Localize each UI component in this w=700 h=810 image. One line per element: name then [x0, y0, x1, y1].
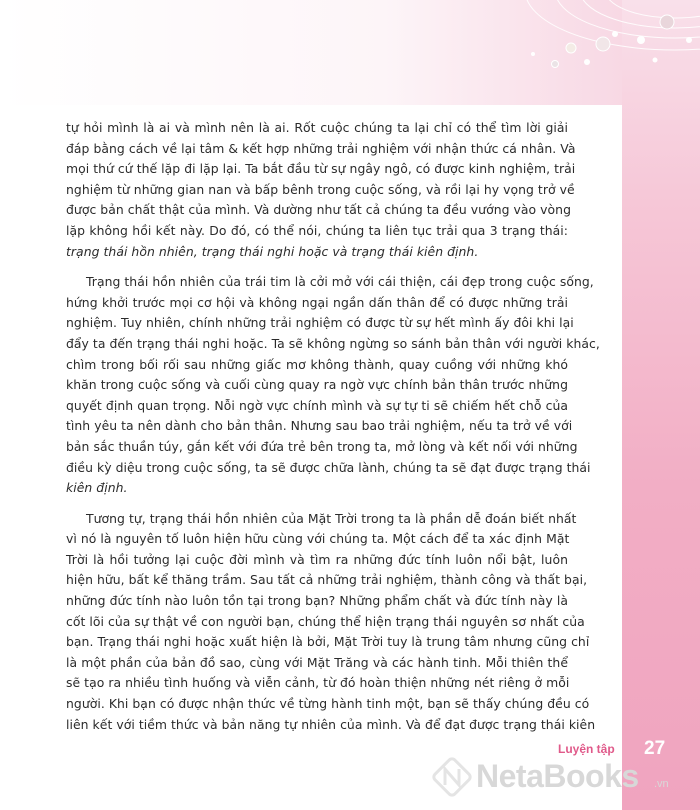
text-line: bạn. Trạng thái nghi hoặc xuất hiện là bởi, Mặt Trời tuy là trung tâm nhưng cũng chỉ [66, 634, 590, 650]
text-line: Trời là hồi tưởng lại cuộc đời mình và tìm ra những đức tính luôn nổi bật, luôn [66, 551, 568, 567]
text-line: điều kỳ diệu trong cuộc sống, ta sẽ được chữa lành, chúng ta sẽ đạt được trạng thái [66, 459, 591, 475]
text-line: đáp bằng cách về lại tâm & kết hợp những trải nghiệm với nhận thức cá nhân. Và [66, 140, 576, 156]
text-line: lặp không hồi kết này. Do đó, có thể nói, chúng ta liên tục trải qua 3 trạng thái: [66, 222, 568, 238]
text-line: hiện hữu, bất kể thăng trầm. Sau tất cả những trải nghiệm, thành công và thất bại, [66, 572, 588, 588]
text-line: bản sắc thuần túy, gắn kết với đứa trẻ bên trong ta, mở lòng và kết nối với những [66, 438, 578, 454]
text-line: hứng khởi trước mọi cơ hội và không ngại ngần dấn thân để có được những trải [66, 294, 568, 310]
text-line: tự hỏi mình là ai và mình nên là ai. Rốt cuộc chúng ta lại chỉ có thể tìm lời giải [66, 120, 568, 135]
text-line: được bản chất thật của mình. Và dường như tất cả chúng ta đều vướng vào vòng [66, 202, 571, 218]
text-line: liên kết với tiềm thức và bản năng tự nhiên của mình. Và để đạt được trạng thái kiên [66, 716, 596, 732]
watermark-brand: NetaBooks [476, 758, 639, 794]
watermark-suffix: .vn [654, 778, 669, 790]
text-line: sẽ tạo ra nhiều tình huống và viễn cảnh, từ đó hoàn thiện những nét riêng ở mỗi [66, 675, 570, 691]
text-line: nghiệm. Tuy nhiên, chính những trải nghiệm có được từ sự hết mình ấy đôi khi lại [66, 315, 574, 331]
text-line: Trạng thái hồn nhiên của trái tim là cởi mở với cái thiện, cái đẹp trong cuộc sống, [86, 274, 594, 290]
text-line: khăn trong cuộc sống và cuối cùng quay ra ngờ vực chính bản thân trước những [66, 377, 568, 393]
paragraph-3 [66, 509, 596, 736]
text-line: người. Khi bạn có được nhận thức về từng hành tinh một, bạn sẽ thấy chúng đều có [66, 696, 590, 712]
text-line: quyết định quan trọng. Nỗi ngờ vực chính mình và sự tự ti sẽ chiếm hết chỗ của [66, 397, 568, 413]
page-number: 27 [644, 738, 666, 759]
text-line: vì nó là nguyên tố luôn hiện hữu cùng với chúng ta. Một cách để ta xác định Mặt [66, 531, 570, 547]
text-line: là một phần của bản đồ sao, cùng với Mặt Trăng và các hành tinh. Mỗi thiên thể [66, 654, 568, 670]
text-line: đẩy ta đến trạng thái nghi hoặc. Ta sẽ không ngừng so sánh bản thân với người khác, [66, 335, 600, 351]
text-line: chìm trong bối rối sau những giấc mơ không thành, quay cuồng với những khó [66, 356, 568, 372]
text-line: trạng thái hồn nhiên, trạng thái nghi hoặc và trạng thái kiên định. [66, 243, 479, 259]
paragraph-1 [66, 118, 576, 262]
text-line: cốt lõi của sự thật về con người bạn, chúng thể hiện trạng thái nguyên sơ nhất của [66, 613, 585, 629]
text-line: kiên định. [66, 480, 128, 496]
section-label: Luyện tập [558, 742, 615, 756]
body-text [66, 118, 600, 745]
pink-side-strip [622, 0, 700, 810]
text-line: nghiệm từ những gian nan và bấp bênh trong cuộc sống, và rồi lại hy vọng trở về [66, 181, 575, 197]
text-line: mọi thứ cứ thế lặp đi lặp lại. Ta bắt đầu từ sự ngây ngô, có được kinh nghiệm, trải [66, 161, 576, 177]
text-line: những đức tính nào luôn tồn tại trong bạn? Những phẩm chất và đức tính này là [66, 593, 568, 609]
solar-system-illustration [495, 0, 700, 100]
text-line: tình yêu ta nên dành cho bản thân. Nhưng sau bao trải nghiệm, nếu ta trở về với [66, 418, 573, 434]
paragraph-2 [66, 272, 600, 499]
text-line: Tương tự, trạng thái hồn nhiên của Mặt Trời trong ta là phần dễ đoán biết nhất [86, 510, 577, 526]
